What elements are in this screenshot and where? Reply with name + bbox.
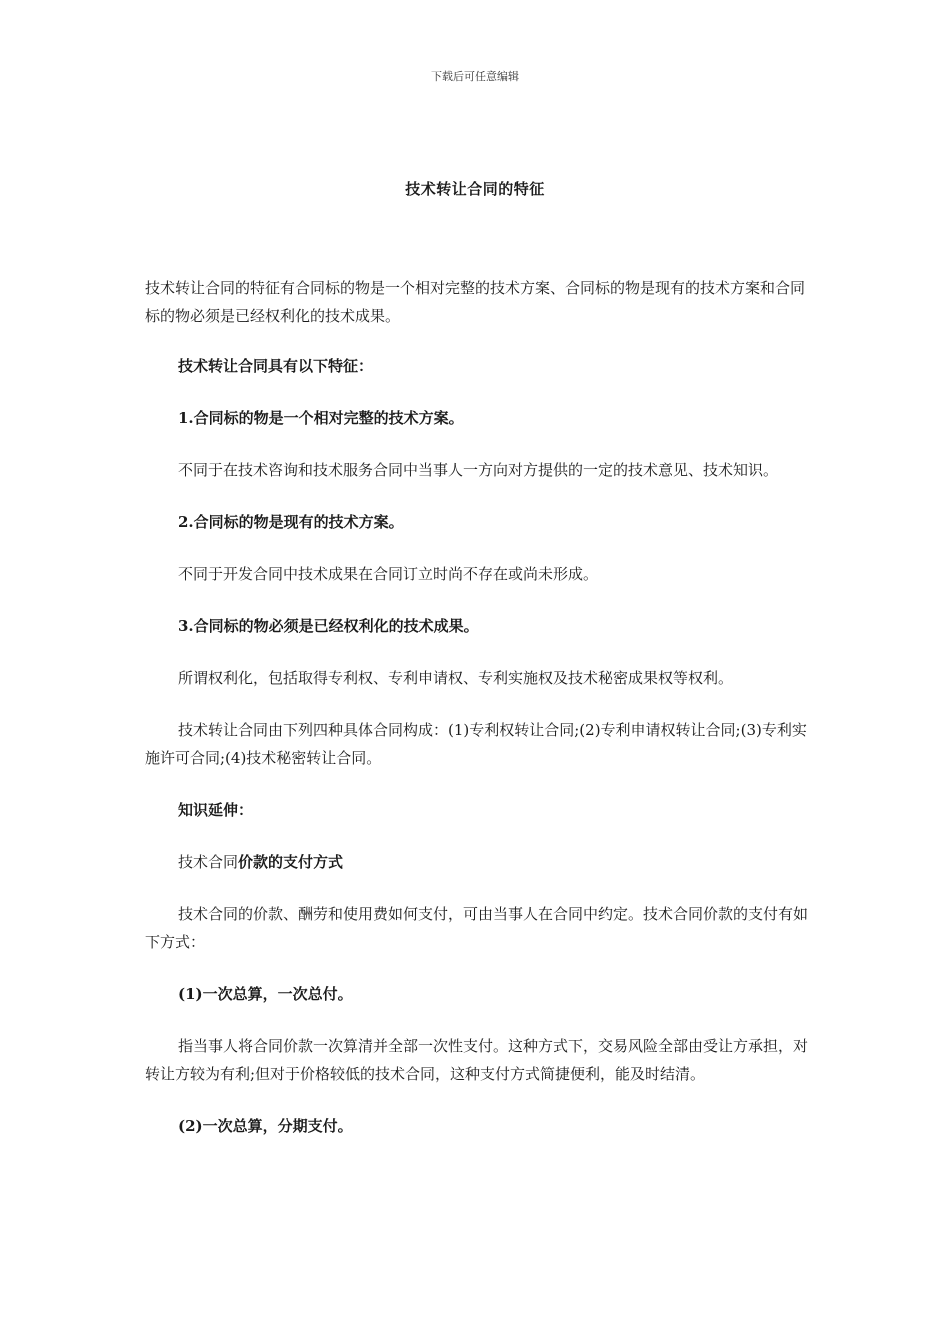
payment-method-1-heading: (1)一次总算，一次总付。	[178, 985, 353, 1003]
feature-1-text: 不同于在技术咨询和技术服务合同中当事人一方向对方提供的一定的技术意见、技术知识。	[178, 461, 779, 479]
feature-2-text: 不同于开发合同中技术成果在合同订立时尚不存在或尚未形成。	[178, 565, 599, 583]
document-body	[145, 274, 810, 1140]
extension-heading: 知识延伸：	[178, 801, 254, 819]
payment-method-2-heading: (2)一次总算，分期支付。	[178, 1117, 353, 1135]
header-note: 下载后可任意编辑	[431, 70, 519, 83]
intro-paragraph: 技术转让合同的特征有合同标的物是一个相对完整的技术方案、合同标的物是现有的技术方案和合同标的物必须是已经权利化的技术成果。	[145, 279, 806, 325]
payment-intro: 技术合同的价款、酬劳和使用费如何支付，可由当事人在合同中约定。技术合同价款的支付有如下方式：	[145, 905, 809, 951]
payment-heading-plain: 技术合同	[178, 853, 239, 871]
feature-3-text: 所谓权利化，包括取得专利权、专利申请权、专利实施权及技术秘密成果权等权利。	[178, 669, 734, 687]
feature-1-heading: 1.合同标的物是一个相对完整的技术方案。	[178, 409, 464, 427]
features-heading: 技术转让合同具有以下特征：	[178, 357, 374, 375]
payment-heading	[145, 848, 810, 876]
contract-types-paragraph: 技术转让合同由下列四种具体合同构成：(1)专利权转让合同;(2)专利申请权转让合同;(3)专利实施许可合同;(4)技术秘密转让合同。	[145, 721, 807, 767]
payment-heading-bold: 价款的支付方式	[238, 853, 344, 871]
payment-method-1-text: 指当事人将合同价款一次算清并全部一次性支付。这种方式下，交易风险全部由受让方承担，对转让方较为有利;但对于价格较低的技术合同，这种支付方式简捷便利，能及时结清。	[145, 1037, 809, 1083]
feature-3-heading: 3.合同标的物必须是已经权利化的技术成果。	[178, 617, 479, 635]
document-title: 技术转让合同的特征	[405, 180, 545, 198]
feature-2-heading: 2.合同标的物是现有的技术方案。	[178, 513, 404, 531]
